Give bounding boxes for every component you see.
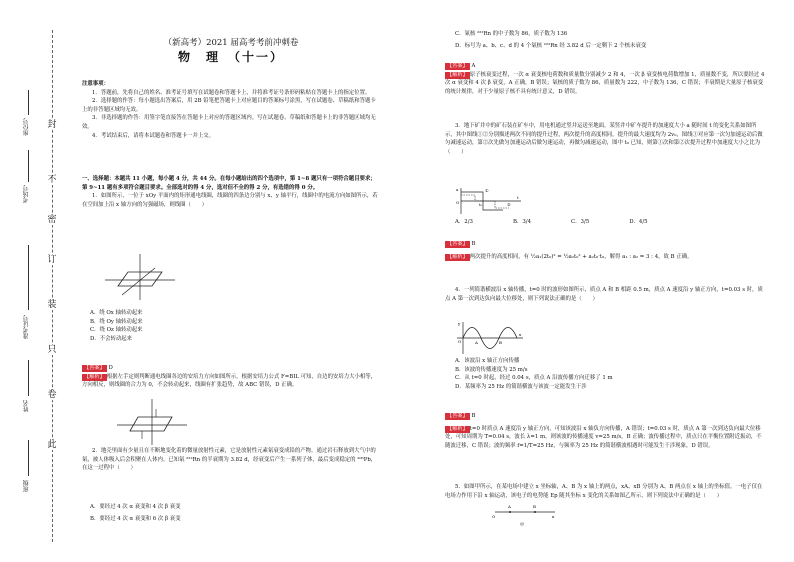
q3-graph xyxy=(453,186,523,216)
analysis-text: t=0 时质点 A 速度沿 y 轴正方向，可知该波沿 x 轴负方向传播，A 错误；t=0.03 s 时，质点 A 第一次到达负向最大位移处，可知周期为 T=0.04 s，波长 λ=1 m，则该波的传播速度 v=25 m/s，B 正确；波传播过程中，质点只在平衡位置附近振动，不随波迁移，C 错误；波的频率 f=1/T=25 Hz，与频率为 25 Hz 的简谐横波相遇时可能发生干涉现象，D 错误。 xyxy=(445,425,762,449)
option-d: D．标号为 a、b、c、d 的 4 个氡核 ²²²Rn 经 3.82 d 后一定剩下 2 个核未衰变 xyxy=(455,42,647,49)
option-d: D．4/5 xyxy=(629,219,648,225)
question-block-2 xyxy=(82,447,380,473)
q2-answer-block xyxy=(445,62,765,96)
analysis-tag: 【解析】 xyxy=(447,71,468,78)
t0-label: t₀ xyxy=(479,202,483,207)
option-c: C．从 t=0 时起，经过 0.04 s，质点 A 沿波传播方向迁移了 1 m xyxy=(455,375,613,382)
field-line xyxy=(28,440,29,476)
binding-margin xyxy=(0,0,72,562)
option-c: C．氡核 ²²²Rn 的中子数为 86，质子数为 136 xyxy=(455,31,568,37)
q3-answer-block xyxy=(445,240,765,261)
answer-value: A xyxy=(471,63,476,69)
answer-tag: 【答案】 xyxy=(84,365,105,371)
question-stem: 3．地下矿井中的矿石装在矿车中，用电机通过竖井运送至地面。某竖井中矿车提升的加速度大小 a 随时间 t 的变化关系如图所示，其中图线①②分别描述两次不同的提升过程，两次提升的高度相同，提升的最大速度均为 2v₀，图线①对应第一次匀加速运动后做匀减速运动，第②次先做匀加速运动后做匀速运动，再做匀减速运动，图中 t₀ 已知，则第①次和第②次提升过程中加速度大小之比为（ ） xyxy=(445,123,763,155)
answer-value: D xyxy=(108,365,113,371)
origin-label: O xyxy=(492,514,496,519)
option-a: A．2/3 xyxy=(455,219,473,225)
seal-char: 装 xyxy=(47,300,57,310)
notes-block xyxy=(82,80,380,140)
seal-char: 封 xyxy=(47,120,57,130)
question-block-1 xyxy=(82,175,380,209)
q1-answer-block xyxy=(82,364,380,390)
answer-value: B xyxy=(471,413,476,419)
figure-label-jia: 甲 xyxy=(520,522,524,527)
option-d: D．某频率为 25 Hz 的简谐横波与该波一定能发生干涉 xyxy=(455,383,587,390)
option-b: B．3/4 xyxy=(512,219,531,225)
origin-label: O xyxy=(456,200,460,205)
axis-label-a: a xyxy=(456,187,459,192)
q1-options xyxy=(90,309,143,343)
q3-options xyxy=(455,218,765,227)
option-a: A．要经过 4 次 α 衰变和 4 次 β 衰变 xyxy=(90,504,181,510)
analysis-text: 根据左手定则判断通电线圈各边的安培力方向如图所示，根据安培力公式 F=BIL 可知，自边的安培力大小相等，方向相反，则线圈的合力为 0，不会转动起来，线圈有扩张趋势，故 ABC 错误，D 正确。 xyxy=(82,373,377,389)
field-class: 班级 xyxy=(23,480,30,492)
analysis-tag: 【解析】 xyxy=(447,425,468,432)
question-stem: 5．如图甲所示，在某电场中建立 x 坐标轴，A、B 为 x 轴上的两点，xA、xB 分别为 A、B 两点在 x 轴上的坐标值。一电子仅在电场力作用下沿 x 轴运动，该电子的电势能 Ep 随其坐标 x 变化的关系如图乙所示，则下列说法中正确的是（ ） xyxy=(445,484,763,499)
option-a: A．绕 Ox 轴转动起来 xyxy=(90,310,143,316)
seal-char: 密 xyxy=(47,215,57,225)
curve-2-label: ② xyxy=(507,202,511,207)
axis-label-y: y xyxy=(458,321,461,326)
seal-line xyxy=(52,30,53,542)
seal-char: 订 xyxy=(47,255,57,265)
field-line xyxy=(28,90,29,115)
field-seat-number: 座位号 xyxy=(23,118,30,136)
field-line xyxy=(28,245,29,310)
point-b-label: B xyxy=(499,340,502,345)
axis-label-x: x xyxy=(519,332,522,337)
seal-char: 只 xyxy=(47,345,57,355)
section-heading: 一、选择题：本题共 11 小题，每小题 4 分，共 44 分。在每小题给出的四个选项中，第 1~8 题只有一项符合题目要求；第 9~11 题有多项符合题目要求。全部选对的得 4 分，选对但不全的得 2 分，有选错的得 0 分。 xyxy=(82,176,376,191)
answer-value: B xyxy=(471,241,476,247)
question-block-4 xyxy=(445,286,765,303)
question-stem: 2．地壳里面有少量且在不断地变化着的微量放射性元素，它是放射性元素氡衰变成铅的产物。通过岩石释放到大气中的氡，被人体吸入后会积聚在人体内。已知氡 ²²²Rn 的半衰期为 3.82 d，经衰变后产生一系列子体，最后变成稳定的 ²⁰⁶Pb，在这一过程中（ ） xyxy=(82,448,377,472)
note-item: 4．考试结束后，请将本试题卷和答题卡一并上交。 xyxy=(92,132,215,139)
option-c: C．3/5 xyxy=(571,219,590,225)
analysis-text: 两次提升的高度相同，有 ½a₁(2t₀)² = ½a₂t₀² + a₂t₀·t₀，解得 a₁ : a₂ = 3 : 4，故 B 正确。 xyxy=(469,253,693,260)
note-item: 3．非选择题的作答：用签字笔直接答在答题卡上对应的答题区域内。写在试题卷、草稿纸和答题卡上的非答题区域均无效。 xyxy=(82,115,376,130)
q4-options xyxy=(455,357,765,391)
note-item: 2．选择题的作答：每小题选出答案后，用 2B 铅笔把答题卡上对应题目的答案标号涂黑，写在试题卷、草稿纸和答题卡上的非答题区域均无效。 xyxy=(82,98,376,113)
field-line xyxy=(28,360,29,396)
q1-force-figure xyxy=(112,397,192,447)
option-b: B．要经过 4 次 α 衰变和 6 次 β 衰变 xyxy=(90,515,181,522)
analysis-tag: 【解析】 xyxy=(447,253,468,260)
axis-label-t: t xyxy=(517,195,519,200)
exam-title: （新高考）2021 届高考考前冲刺卷 xyxy=(163,38,299,48)
answer-tag: 【答案】 xyxy=(447,413,468,419)
option-c: C．绕 Oz 轴转动起来 xyxy=(90,327,143,334)
q5-field-figure xyxy=(490,490,560,530)
answer-tag: 【答案】 xyxy=(447,63,468,69)
axis-label-x: x xyxy=(552,514,555,519)
point-a-label: A xyxy=(475,340,478,345)
question-block-3 xyxy=(445,122,765,156)
option-d: D．不会转动起来 xyxy=(90,335,133,342)
q2-options-left xyxy=(90,503,181,523)
notes-heading: 注意事项： xyxy=(82,81,109,87)
q2-options-right xyxy=(455,30,765,50)
curve-1-label: ① xyxy=(485,188,489,193)
seal-char: 不 xyxy=(47,175,57,185)
field-line xyxy=(28,150,29,182)
option-b: B．该波的传播速度为 25 m/s xyxy=(455,366,528,373)
seal-char: 此 xyxy=(47,440,57,450)
analysis-tag: 【解析】 xyxy=(84,373,105,380)
option-b: B．绕 Oy 轴转动起来 xyxy=(90,318,143,325)
seal-char: 卷 xyxy=(47,390,57,400)
q4-answer-block xyxy=(445,412,765,450)
point-a-label: A xyxy=(508,504,511,509)
question-stem: 4．一列简谐横波沿 x 轴传播，t=0 时的波形如图所示，质点 A 和 B 相距 0.5 m，质点 A 速度沿 y 轴正方向，t=0.03 s 时，质点 A 第一次到达负向最大位移处，则下列说法正确的是（ ） xyxy=(445,287,763,302)
field-name: 姓名 xyxy=(23,400,30,412)
field-admission-number: 准考证号 xyxy=(23,315,30,339)
analysis-text: 原子核衰变过程，一次 α 衰变核电荷数和质量数分别减少 2 和 4，一次 β 衰变核电荷数增加 1，质量数不变，所以要经过 4 次 α 衰变和 4 次 β 衰变，A 正确，B 错误；氡核的质子数为 86，质量数为 222，中子数为 136，C 错误；半衰期是大量原子核衰变的统计规律，对于少量原子核不具有统计意义，D 错误。 xyxy=(445,71,765,95)
option-a: A．该波沿 x 轴正方向传播 xyxy=(455,358,520,364)
q4-wave-figure xyxy=(455,320,525,356)
answer-tag: 【答案】 xyxy=(447,241,468,247)
note-item: 1．答题前，先将自己的姓名、准考证号填写在试题卷和答题卡上，并将准考证号条形码粘贴在答题卡上的指定位置。 xyxy=(92,89,371,96)
origin-label: O xyxy=(458,339,462,344)
point-b-label: B xyxy=(533,504,536,509)
subject-title: 物 理 （十一） xyxy=(177,50,284,64)
q1-coil-figure xyxy=(100,250,180,305)
field-exam-room: 考场号 xyxy=(23,185,30,203)
question-stem: 1．如图所示，一位于 xOy 平面内的矩形通电线圈，线圈的四条边分别与 x、y 轴平行，线圈中的电流方向如图所示，若在空间加上沿 x 轴方向的匀强磁场，则线圈（ ） xyxy=(82,193,378,208)
